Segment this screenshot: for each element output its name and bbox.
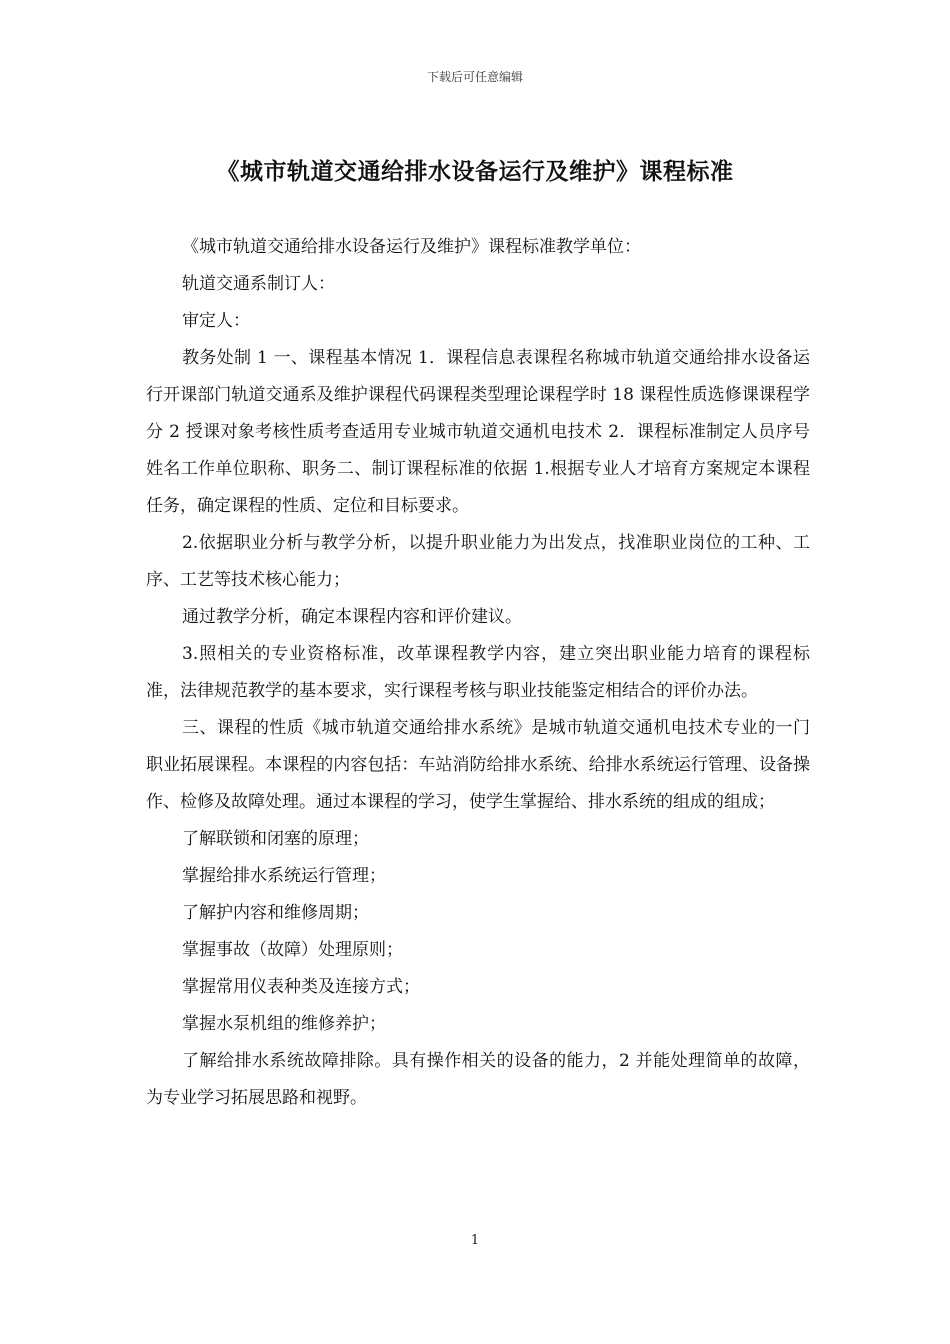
paragraph-objective: 掌握常用仪表种类及连接方式； xyxy=(182,977,420,997)
document-body xyxy=(146,229,810,1117)
paragraph-objective: 掌握事故（故障）处理原则； xyxy=(182,940,403,960)
paragraph-reviewer: 审定人： xyxy=(182,311,250,331)
paragraph-objective: 了解联锁和闭塞的原理； xyxy=(182,829,369,849)
paragraph-author: 轨道交通系制订人： xyxy=(182,274,335,294)
paragraph-basis-2: 2.依据职业分析与教学分析，以提升职业能力为出发点，找准职业岗位的工种、工序、工艺等技术核心能力； xyxy=(146,533,810,590)
paragraph-objective: 了解护内容和维修周期； xyxy=(182,903,369,923)
paragraph-objective: 掌握给排水系统运行管理； xyxy=(182,866,386,886)
paragraph-course-info: 教务处制 1 一、课程基本情况 1．课程信息表课程名称城市轨道交通给排水设备运行开课部门轨道交通系及维护课程代码课程类型理论课程学时 18 课程性质选修课课程学分 2 授课对象考核性质考查适用专业城市轨道交通机电技术 2．课程标准制定人员序号姓名工作单位职称、职务二、制订课程标准的依据 1.根据专业人才培育方案规定本课程任务，确定课程的性质、定位和目标要求。 xyxy=(146,348,810,516)
document-title: 《城市轨道交通给排水设备运行及维护》课程标准 xyxy=(216,159,734,185)
paragraph-course-nature: 三、课程的性质《城市轨道交通给排水系统》是城市轨道交通机电技术专业的一门职业拓展课程。本课程的内容包括：车站消防给排水系统、给排水系统运行管理、设备操作、检修及故障处理。通过本课程的学习，使学生掌握给、排水系统的组成的组成； xyxy=(146,718,810,812)
paragraph-objective: 掌握水泵机组的维修养护； xyxy=(182,1014,386,1034)
paragraph-teaching-unit: 《城市轨道交通给排水设备运行及维护》课程标准教学单位： xyxy=(182,237,641,257)
paragraph-basis-3: 3.照相关的专业资格标准，改革课程教学内容，建立突出职业能力培育的课程标准，法律规范教学的基本要求，实行课程考核与职业技能鉴定相结合的评价办法。 xyxy=(146,644,810,701)
page-header-note: 下载后可任意编辑 xyxy=(426,70,523,84)
page-number: 1 xyxy=(470,1233,480,1248)
paragraph-objective-final: 了解给排水系统故障排除。具有操作相关的设备的能力，2 并能处理简单的故障，为专业学习拓展思路和视野。 xyxy=(146,1051,810,1108)
paragraph-basis-analysis: 通过教学分析，确定本课程内容和评价建议。 xyxy=(182,607,522,627)
